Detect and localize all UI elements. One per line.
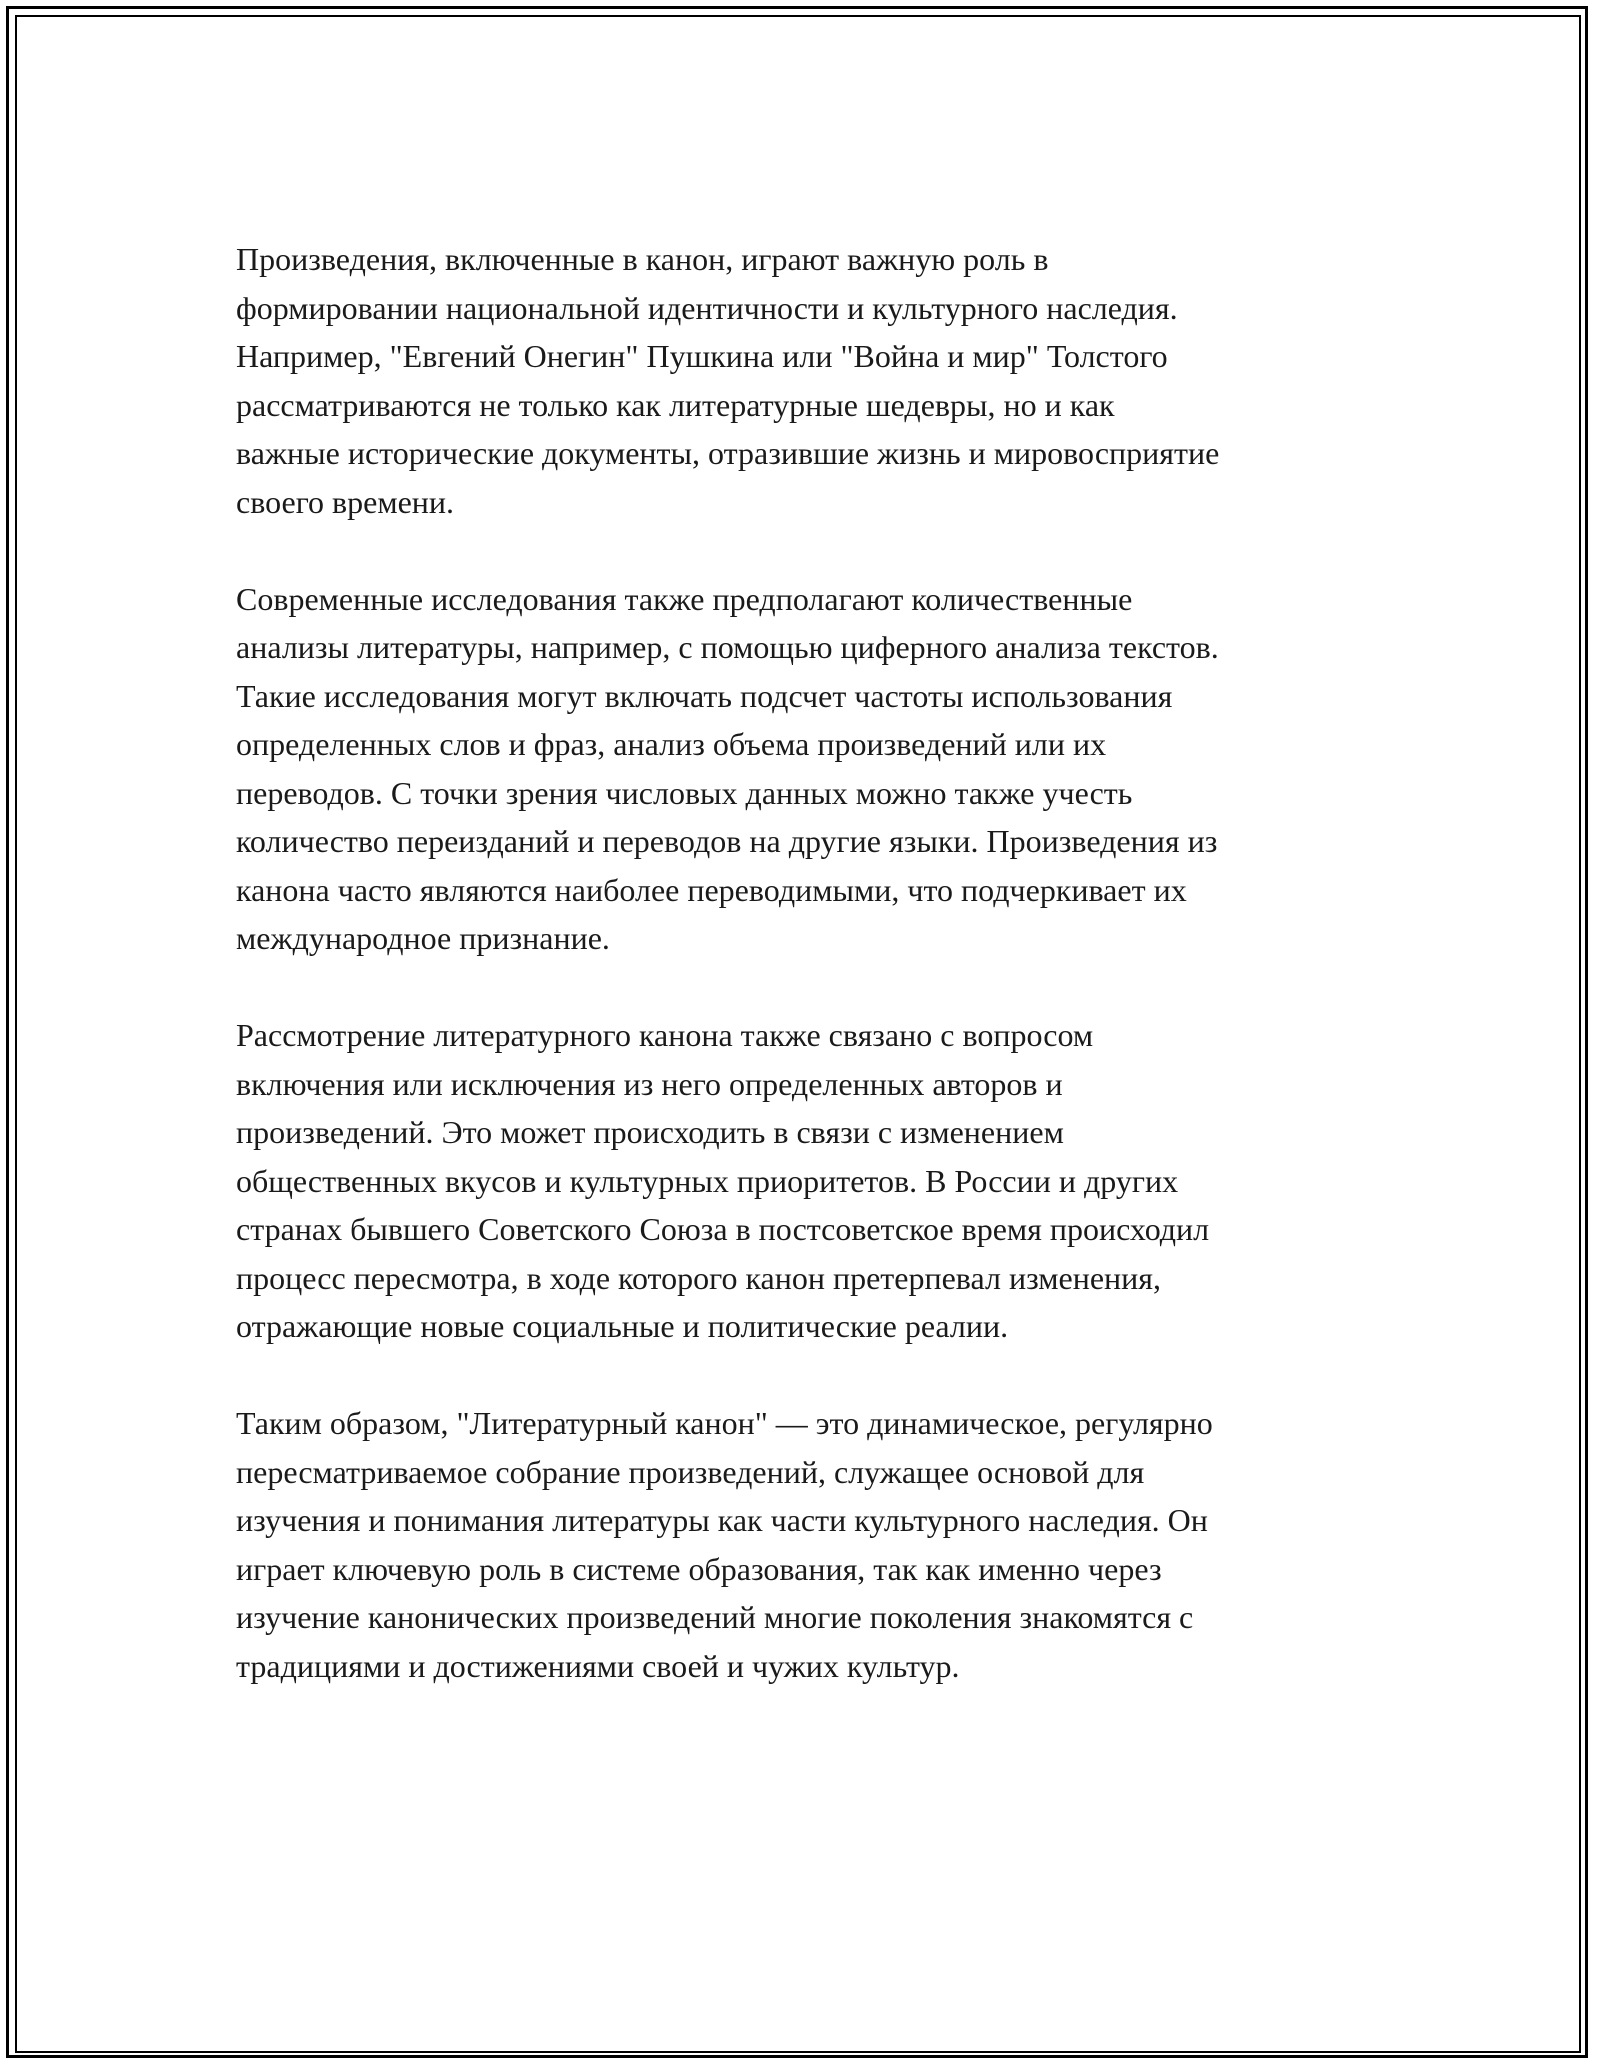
- paragraph-canon-revision: Рассмотрение литературного канона также связано с вопросом включения или исключения из него определенных авторов и произведений. Это может происходить в связи с изменением общественных вкусов и культурных приоритетов. В России и других странах бывшего Советского Союза в постсоветское время происходил процесс пересмотра, в ходе которого канон претерпевал изменения, отражающие новые социальные и политические реалии.: [236, 1017, 1210, 1344]
- paragraph-quantitative-analysis: Современные исследования также предполагают количественные анализы литературы, например, с помощью циферного анализа текстов. Такие исследования могут включать подсчет частоты использования определенных слов и фраз, анализ объема произведений или их переводов. С точки зрения числовых данных можно также учесть количество переизданий и переводов на другие языки. Произведения из канона часто являются наиболее переводимыми, что подчеркивает их международное признание.: [236, 580, 1219, 956]
- paragraph-conclusion: Таким образом, "Литературный канон" — это динамическое, регулярно пересматриваемое собрание произведений, служащее основой для изучения и понимания литературы как части культурного наследия. Он играет ключевую роль в системе образования, так как именно через изучение канонических произведений многие поколения знакомятся с традициями и достижениями своей и чужих культур.: [236, 1405, 1213, 1684]
- paragraph-canon-role: Произведения, включенные в канон, играют важную роль в формировании национальной идентичности и культурного наследия. Например, "Евгений Онегин" Пушкина или "Война и мир" Толстого рассматриваются не только как литературные шедевры, но и как важные исторические документы, отразившие жизнь и мировосприятие своего времени.: [236, 241, 1220, 520]
- document-body: [236, 235, 1386, 1690]
